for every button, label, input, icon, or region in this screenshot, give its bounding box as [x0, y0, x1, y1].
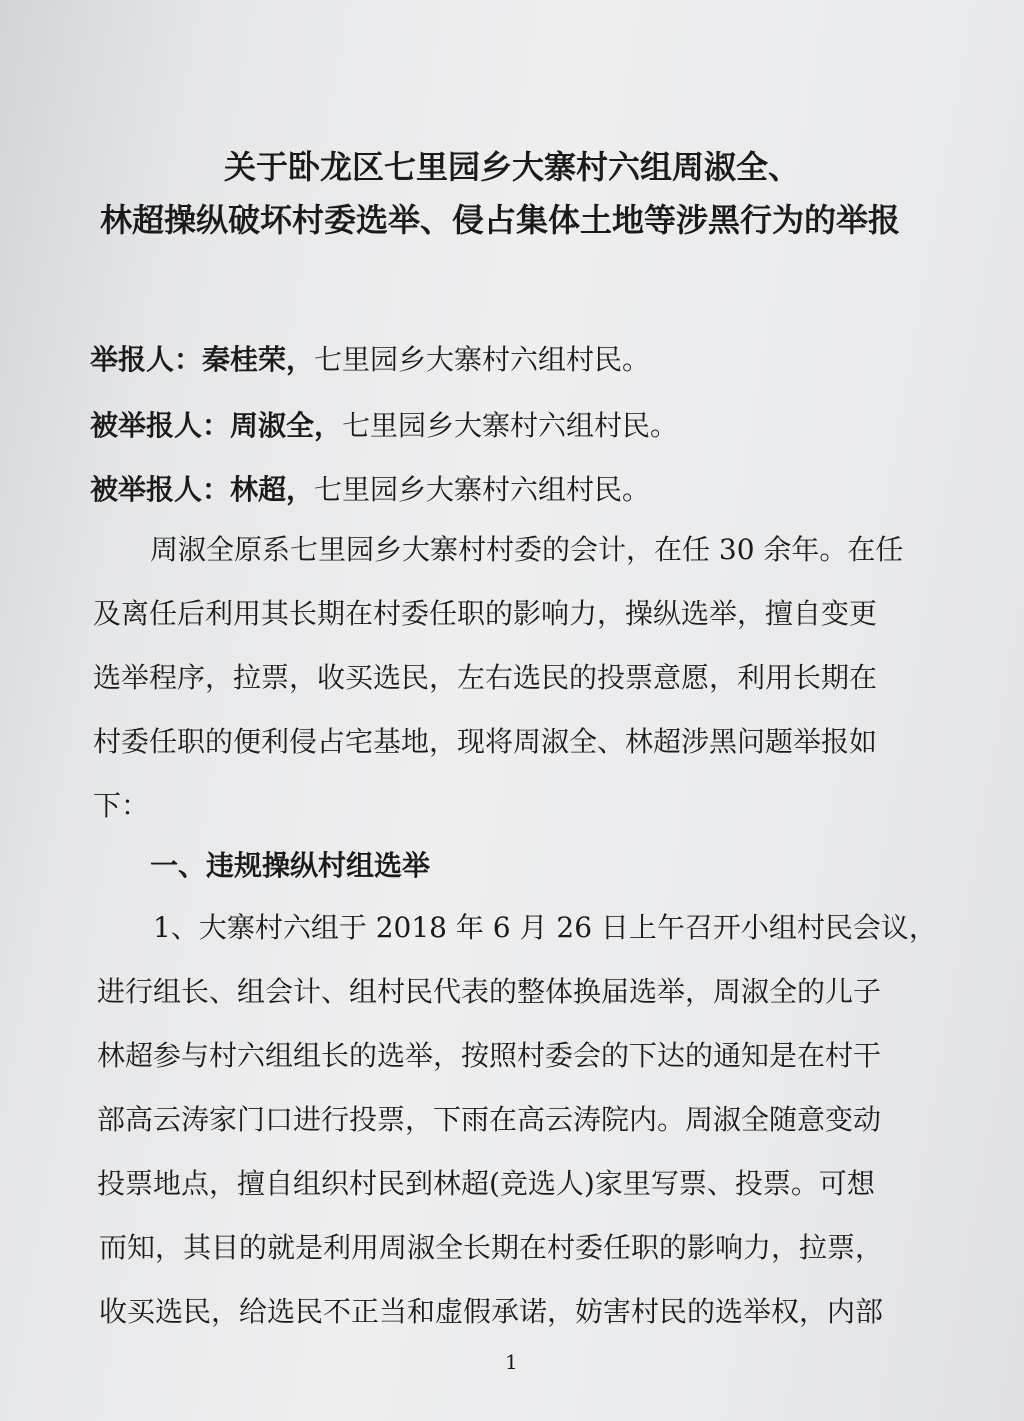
accused-line-2 — [90, 468, 650, 508]
party-desc: 七里园乡大寨村六组村民。 — [314, 473, 651, 506]
body-line: 林超参与村六组组长的选举，按照村委会的下达的通知是在村干 — [97, 1039, 882, 1072]
intro-line: 村委任职的便利侵占宅基地，现将周淑全、林超涉黑问题举报如 — [93, 725, 878, 758]
intro-line: 下： — [93, 789, 150, 822]
body-line: 进行组长、组会计、组村民代表的整体换届选举，周淑全的儿子 — [97, 975, 882, 1008]
intro-line: 选举程序，拉票，收买选民，左右选民的投票意愿，利用长期在 — [93, 661, 878, 694]
document-title-line-1: 关于卧龙区七里园乡大寨村六组周淑全、 — [223, 148, 800, 186]
body-line: 收买选民，给选民不正当和虚假承诺，妨害村民的选举权，内部 — [99, 1295, 884, 1328]
page-number: 1 — [505, 1350, 518, 1374]
document-title-line-2: 林超操纵破坏村委选举、侵占集体土地等涉黑行为的举报 — [99, 201, 900, 239]
party-name: 林超， — [230, 473, 315, 506]
body-line: 1、大寨村六组于 2018 年 6 月 26 日上午召开小组村民会议， — [153, 911, 937, 944]
party-role: 被举报人： — [90, 473, 231, 506]
party-desc: 七里园乡大寨村六组村民。 — [314, 343, 651, 376]
party-role: 举报人： — [90, 343, 203, 376]
reporter-line — [90, 338, 650, 378]
party-name: 秦桂荣， — [202, 343, 315, 376]
party-name: 周淑全， — [230, 409, 343, 442]
body-line: 而知，其目的就是利用周淑全长期在村委任职的影响力，拉票， — [99, 1231, 884, 1264]
party-desc: 七里园乡大寨村六组村民。 — [342, 409, 679, 442]
body-line: 部高云涛家门口进行投票，下雨在高云涛院内。周淑全随意变动 — [97, 1103, 882, 1136]
accused-line-1 — [90, 404, 678, 444]
intro-line: 周淑全原系七里园乡大寨村村委的会计，在任 30 余年。在任 — [150, 533, 904, 566]
body-line: 投票地点，擅自组织村民到林超(竞选人)家里写票、投票。可想 — [97, 1167, 875, 1200]
party-role: 被举报人： — [90, 409, 231, 442]
intro-line: 及离任后利用其长期在村委任职的影响力，操纵选举，擅自变更 — [93, 597, 878, 630]
section-heading: 一、违规操纵村组选举 — [150, 849, 431, 882]
